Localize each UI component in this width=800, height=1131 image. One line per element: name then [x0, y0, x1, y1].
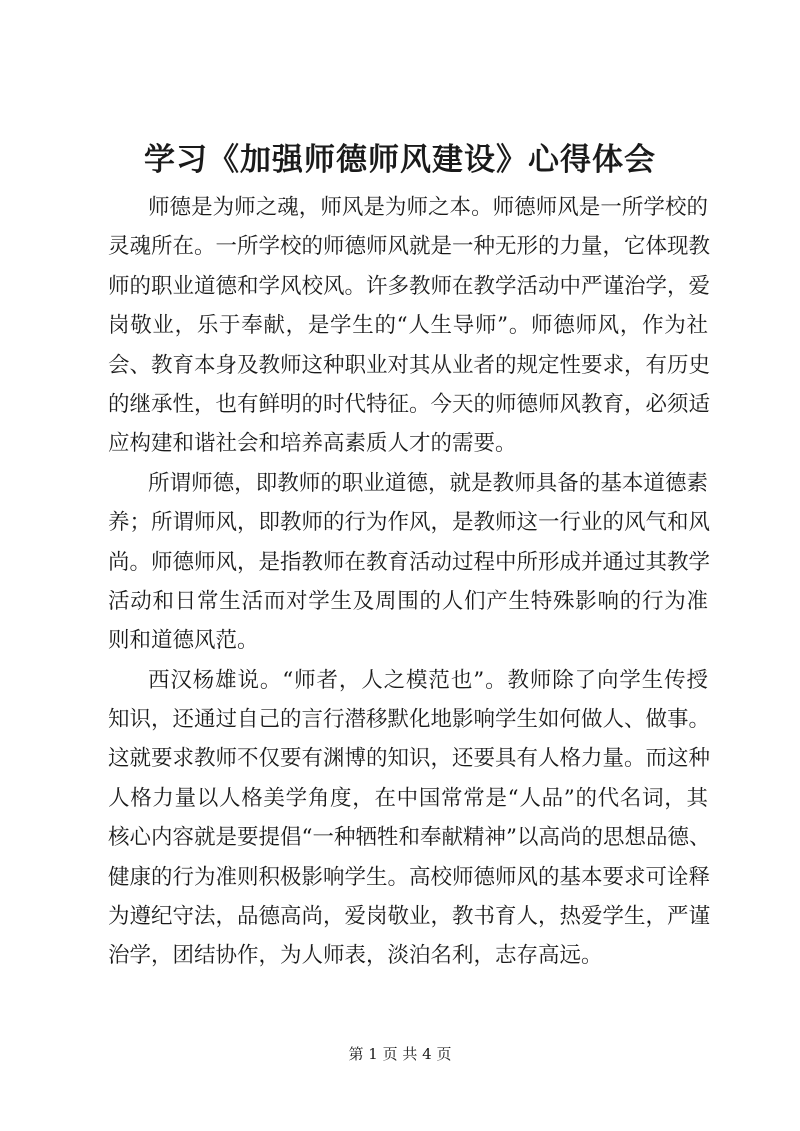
paragraph-line: 会、教育本身及教师这种职业对其从业者的规定性要求，有历史 [108, 352, 711, 378]
document-body [108, 188, 711, 976]
paragraph-line: 治学，团结协作，为人师表，淡泊名利，志存高远。 [108, 943, 603, 969]
paragraph-line: 灵魂所在。一所学校的师德师风就是一种无形的力量，它体现教 [108, 234, 711, 260]
paragraph-line: 健康的行为准则积极影响学生。高校师德师风的基本要求可诠释 [108, 864, 711, 890]
paragraph-line: 这就要求教师不仅要有渊博的知识，还要具有人格力量。而这种 [108, 746, 711, 772]
paragraph-line: 知识，还通过自己的言行潜移默化地影响学生如何做人、做事。 [108, 707, 711, 733]
paragraph-line: 岗敬业，乐于奉献，是学生的“人生导师”。师德师风，作为社 [108, 313, 708, 339]
page-title: 学习《加强师德师风建设》心得体会 [144, 142, 656, 178]
paragraph-line: 所谓师德，即教师的职业道德，就是教师具备的基本道德素 [148, 470, 708, 496]
paragraph-line: 为遵纪守法，品德高尚，爱岗敬业，教书育人，热爱学生，严谨 [108, 904, 711, 930]
paragraph-line: 西汉杨雄说。“师者，人之模范也”。教师除了向学生传授 [148, 667, 708, 693]
paragraph [108, 464, 711, 661]
paragraph-line: 则和道德风范。 [108, 628, 259, 654]
page-footer: 第 1 页 共 4 页 [348, 1045, 452, 1063]
paragraph-line: 核心内容就是要提倡“一种牺牲和奉献精神”以高尚的思想品德、 [108, 825, 711, 851]
paragraph [108, 188, 711, 464]
paragraph-line: 人格力量以人格美学角度，在中国常常是“人品”的代名词，其 [108, 785, 708, 811]
paragraph-line: 师的职业道德和学风校风。许多教师在教学活动中严谨治学，爱 [108, 273, 711, 299]
paragraph [108, 661, 711, 976]
paragraph-line: 的继承性，也有鲜明的时代特征。今天的师德师风教育，必须适 [108, 391, 711, 417]
paragraph-line: 尚。师德师风，是指教师在教育活动过程中所形成并通过其教学 [108, 549, 711, 575]
paragraph-line: 活动和日常生活而对学生及周围的人们产生特殊影响的行为准 [108, 588, 708, 614]
paragraph-line: 养；所谓师风，即教师的行为作风，是教师这一行业的风气和风 [108, 510, 711, 536]
paragraph-line: 师德是为师之魂，师风是为师之本。师德师风是一所学校的 [148, 195, 708, 220]
paragraph-line: 应构建和谐社会和培养高素质人才的需要。 [108, 431, 517, 457]
